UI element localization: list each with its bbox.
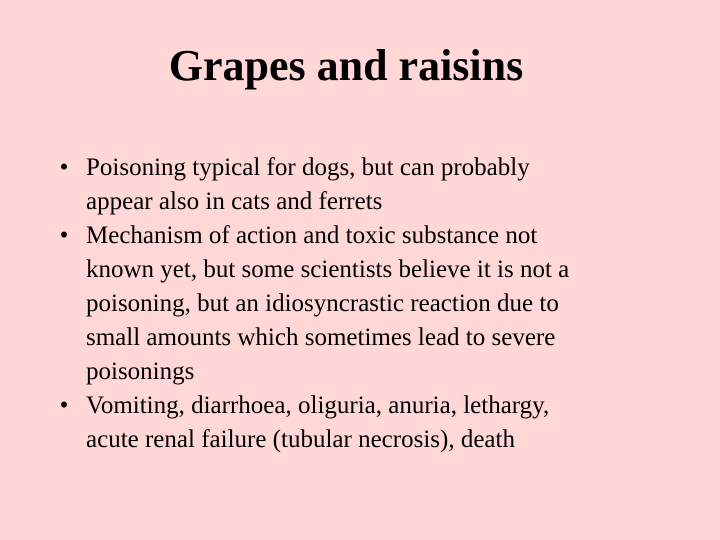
bullet-line: acute renal failure (tubular necrosis), death	[86, 426, 515, 453]
bullet-line: small amounts which sometimes lead to severe	[86, 324, 556, 351]
bullet-dot-icon: •	[59, 392, 69, 419]
bullet-line: appear also in cats and ferrets	[86, 188, 383, 215]
bullet-line: poisoning, but an idiosyncrastic reaction due to	[86, 290, 559, 317]
bullet-dot-icon: •	[59, 154, 69, 181]
bullet-item	[54, 389, 694, 457]
bullet-line: Mechanism of action and toxic substance not	[86, 222, 538, 249]
bullet-line: Poisoning typical for dogs, but can probably	[86, 154, 530, 181]
bullet-line: poisonings	[86, 358, 195, 385]
bullet-line: known yet, but some scientists believe it is not a	[86, 256, 570, 283]
bullet-item	[54, 219, 694, 389]
bullet-item	[54, 151, 694, 219]
bullet-list	[54, 151, 694, 457]
slide-title: Grapes and raisins	[168, 41, 524, 90]
bullet-dot-icon: •	[59, 222, 69, 249]
bullet-line: Vomiting, diarrhoea, oliguria, anuria, lethargy,	[86, 392, 550, 419]
